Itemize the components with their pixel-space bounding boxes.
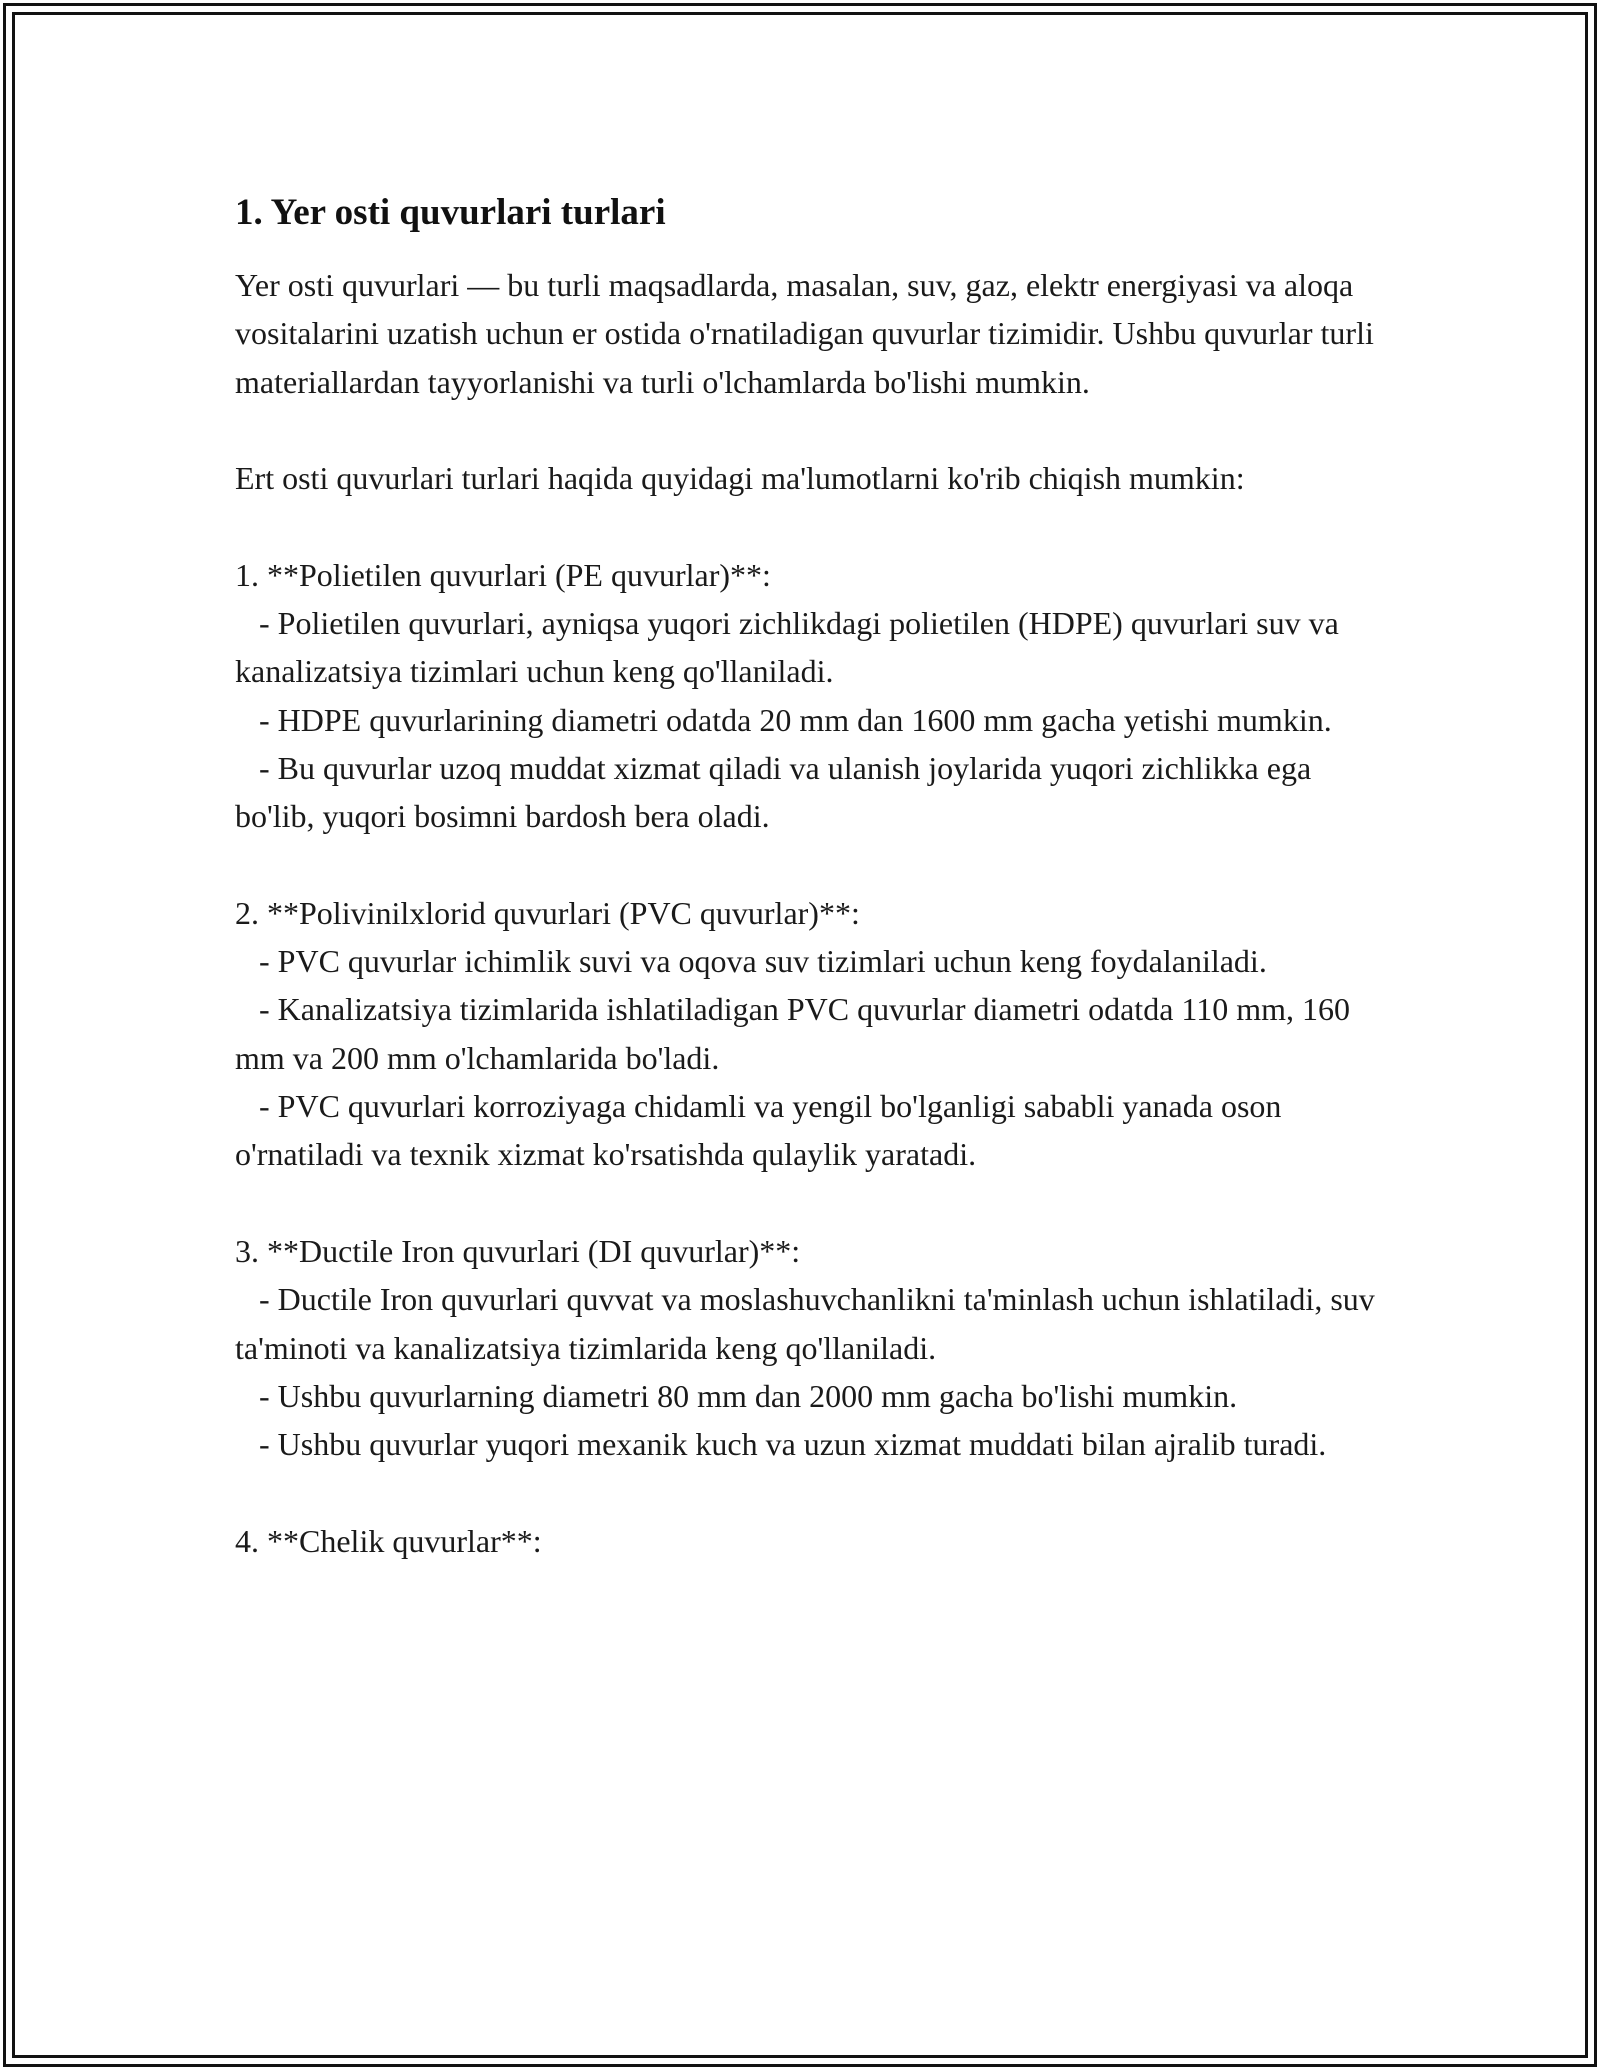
paragraph-spacer	[235, 1179, 1375, 1227]
section-di-pipes	[235, 1227, 1383, 1468]
paragraph-spacer	[235, 841, 1375, 889]
paragraph-spacer	[235, 406, 1375, 454]
list-item: - Ushbu quvurlar yuqori mexanik kuch va uzun xizmat muddati bilan ajralib turadi.	[259, 1426, 1327, 1463]
section-title: 2. **Polivinilxlorid quvurlari (PVC quvurlar)**:	[235, 894, 860, 931]
list-item: - Ushbu quvurlarning diametri 80 mm dan 2000 mm gacha bo'lishi mumkin.	[259, 1377, 1238, 1414]
list-item: - HDPE quvurlarining diametri odatda 20 mm dan 1600 mm gacha yetishi mumkin.	[259, 701, 1332, 738]
document-body	[235, 185, 1383, 1565]
list-item: - Bu quvurlar uzoq muddat xizmat qiladi va ulanish joylarida yuqori zichlikka ega bo'lib, yuqori bosimni bardosh bera oladi.	[235, 749, 1320, 835]
paragraph-spacer	[235, 502, 1375, 550]
intro-paragraph: Yer osti quvurlari — bu turli maqsadlarda, masalan, suv, gaz, elektr energiyasi va aloqa vositalarini uzatish uchun er ostida o'rnatiladigan quvurlar tizimidir. Ushbu quvurlar turli materiallardan tayyorlanishi va turli o'lchamlarda bo'lishi mumkin.	[235, 267, 1382, 400]
lead-paragraph: Ert osti quvurlari turlari haqida quyidagi ma'lumotlarni ko'rib chiqish mumkin:	[235, 460, 1245, 497]
section-title: 4. **Chelik quvurlar**:	[235, 1522, 542, 1559]
section-pe-pipes	[235, 551, 1375, 841]
list-item: - PVC quvurlar ichimlik suvi va oqova suv tizimlari uchun keng foydalaniladi.	[259, 943, 1267, 980]
section-title: 1. **Polietilen quvurlari (PE quvurlar)**:	[235, 556, 771, 593]
document-heading: 1. Yer osti quvurlari turlari	[235, 192, 666, 233]
list-item: - PVC quvurlari korroziyaga chidamli va yengil bo'lganligi sababli yanada oson o'rnatiladi va texnik xizmat ko'rsatishda qulaylik yaratadi.	[235, 1088, 1290, 1173]
section-pvc-pipes	[235, 889, 1375, 1179]
paragraph-spacer	[235, 1468, 1375, 1516]
section-steel-pipes	[235, 1517, 1375, 1565]
list-item: - Ductile Iron quvurlari quvvat va moslashuvchanlikni ta'minlash uchun ishlatiladi, suv ta'minoti va kanalizatsiya tizimlarida keng qo'llaniladi.	[235, 1281, 1383, 1366]
section-title: 3. **Ductile Iron quvurlari (DI quvurlar)**:	[235, 1232, 801, 1269]
list-item: - Kanalizatsiya tizimlarida ishlatiladigan PVC quvurlar diametri odatda 110 mm, 160 mm va 200 mm o'lchamlarida bo'ladi.	[235, 991, 1358, 1076]
list-item: - Polietilen quvurlari, ayniqsa yuqori zichlikdagi polietilen (HDPE) quvurlari suv va kanalizatsiya tizimlari uchun keng qo'llaniladi.	[235, 605, 1347, 690]
